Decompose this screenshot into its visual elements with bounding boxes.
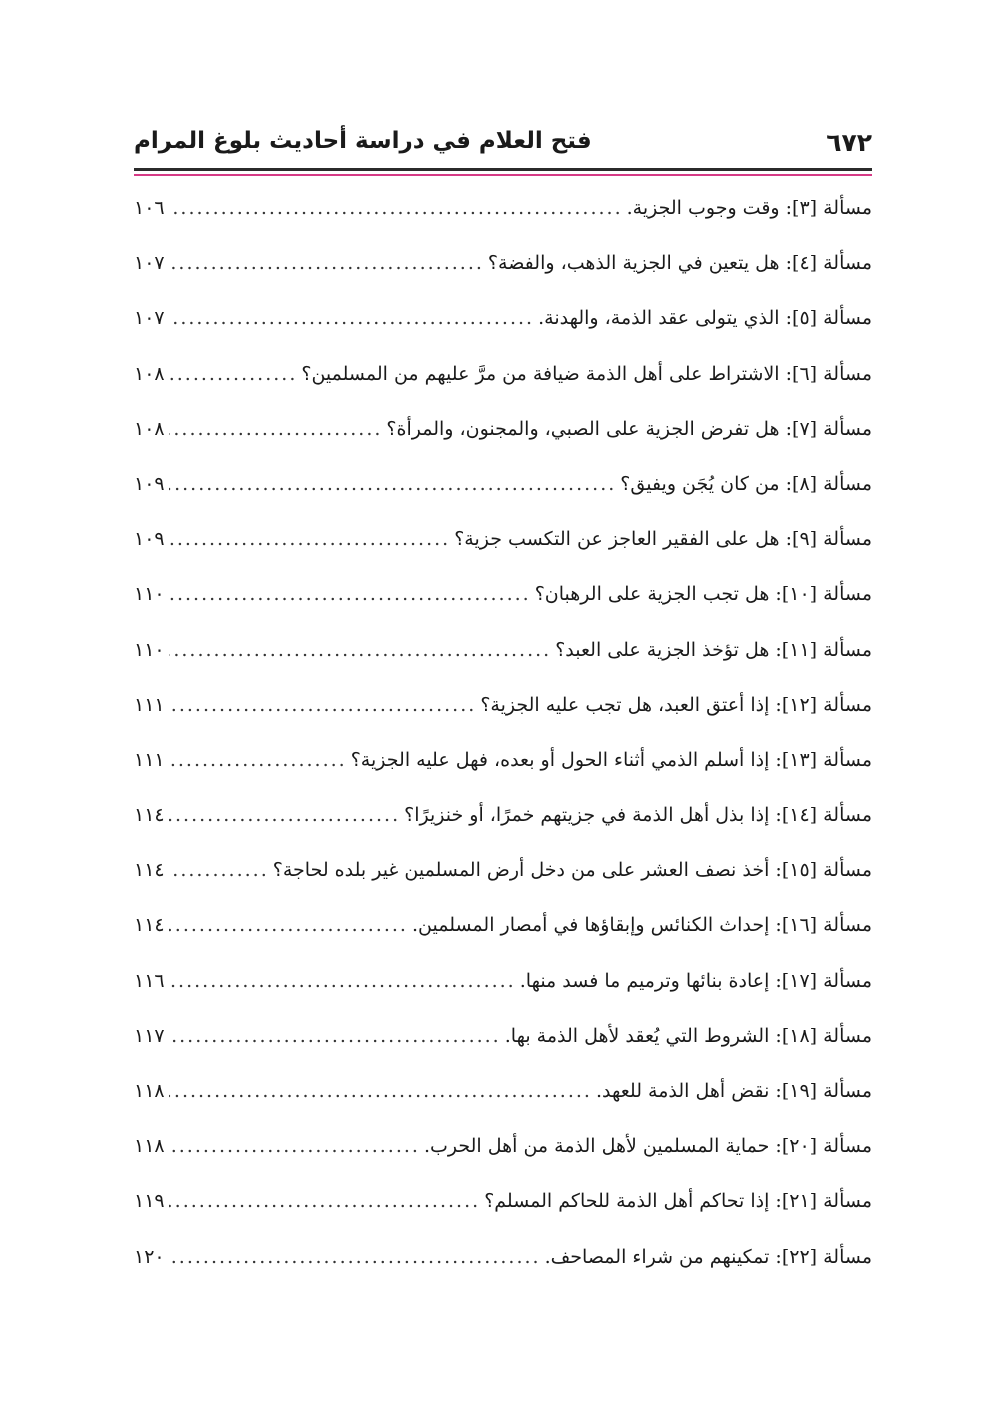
dot-leader <box>169 1018 501 1054</box>
toc-entry-title: مسألة [٥]: الذي يتولى عقد الذمة، والهدنة. <box>538 307 872 330</box>
toc-entry <box>134 245 872 300</box>
toc-entry-page: ١٢٠ <box>134 1245 165 1268</box>
dot-leader <box>169 576 531 612</box>
page-number: ٦٧٢ <box>826 128 872 157</box>
toc-entry-page: ١٠٩ <box>134 472 165 495</box>
toc-entry-page: ١١٩ <box>134 1190 165 1213</box>
toc-entry-page: ١١٤ <box>134 859 165 882</box>
toc-entry-page: ١٠٧ <box>134 252 165 275</box>
toc-entry-title: مسألة [٨]: من كان يُجَن ويفيق؟ <box>620 472 872 495</box>
dot-leader <box>169 190 623 226</box>
toc-entry-title: مسألة [١٥]: أخذ نصف العشر على من دخل أرض المسلمين غير بلده لحاجة؟ <box>272 859 872 882</box>
dot-leader <box>169 245 484 281</box>
toc-entry <box>134 466 872 521</box>
toc-entry-page: ١١٤ <box>134 914 165 937</box>
table-of-contents <box>134 190 872 1294</box>
toc-entry-title: مسألة [١٦]: إحداث الكنائس وإبقاؤها في أمصار المسلمين. <box>411 914 872 937</box>
toc-entry-title: مسألة [٤]: هل يتعين في الجزية الذهب، والفضة؟ <box>487 252 872 275</box>
toc-entry-page: ١١٨ <box>134 1080 165 1102</box>
toc-entry-page: ١١٦ <box>134 969 165 992</box>
toc-entry-page: ١١١ <box>134 748 165 771</box>
dot-leader <box>169 632 552 668</box>
toc-entry-title: مسألة [١٩]: نقض أهل الذمة للعهد. <box>595 1080 872 1102</box>
toc-entry-title: مسألة [١٧]: إعادة بنائها وترميم ما فسد منها. <box>519 969 872 992</box>
toc-entry-page: ١٠٨ <box>134 417 165 440</box>
toc-entry-title: مسألة [٢٢]: تمكينهم من شراء المصاحف. <box>544 1245 872 1268</box>
toc-entry <box>134 742 872 797</box>
page-header <box>134 128 872 164</box>
toc-entry <box>134 1239 872 1294</box>
dot-leader <box>169 797 401 833</box>
toc-entry <box>134 1128 872 1183</box>
toc-entry-title: مسألة [٣]: وقت وجوب الجزية. <box>626 197 872 219</box>
book-title: فتح العلام في دراسة أحاديث بلوغ المرام <box>134 128 592 154</box>
toc-entry <box>134 907 872 962</box>
toc-entry <box>134 190 872 245</box>
toc-entry <box>134 852 872 907</box>
dot-leader <box>169 300 534 336</box>
dot-leader <box>169 466 617 502</box>
toc-entry-title: مسألة [١٠]: هل تجب الجزية على الرهبان؟ <box>534 583 872 606</box>
toc-entry-page: ١١٠ <box>134 583 165 606</box>
header-rule-dark <box>134 168 872 171</box>
toc-entry-page: ١٠٧ <box>134 307 165 330</box>
toc-entry <box>134 576 872 631</box>
toc-entry <box>134 411 872 466</box>
dot-leader <box>169 852 269 888</box>
dot-leader <box>169 1183 481 1219</box>
toc-entry-page: ١٠٩ <box>134 528 165 551</box>
toc-entry-title: مسألة [٦]: الاشتراط على أهل الذمة ضيافة من مرَّ عليهم من المسلمين؟ <box>301 362 872 385</box>
toc-entry-title: مسألة [١١]: هل تؤخذ الجزية على العبد؟ <box>555 638 872 661</box>
dot-leader <box>169 963 516 999</box>
dot-leader <box>169 687 477 723</box>
dot-leader <box>169 411 383 447</box>
toc-entry-title: مسألة [١٤]: إذا بذل أهل الذمة في جزيتهم خمرًا، أو خنزيرًا؟ <box>404 804 872 827</box>
toc-entry-title: مسألة [٢١]: إذا تحاكم أهل الذمة للحاكم المسلم؟ <box>484 1190 872 1213</box>
toc-entry-page: ١١٨ <box>134 1135 165 1158</box>
dot-leader <box>169 521 451 557</box>
dot-leader <box>169 1073 592 1109</box>
toc-entry <box>134 797 872 852</box>
toc-entry-title: مسألة [١٣]: إذا أسلم الذمي أثناء الحول أو بعده، فهل عليه الجزية؟ <box>350 748 872 771</box>
header-rule-pink <box>134 174 872 176</box>
toc-entry-title: مسألة [٢٠]: حماية المسلمين لأهل الذمة من أهل الحرب. <box>423 1135 872 1158</box>
toc-entry <box>134 1018 872 1073</box>
toc-entry-title: مسألة [٧]: هل تفرض الجزية على الصبي، والمجنون، والمرأة؟ <box>386 417 872 440</box>
toc-entry <box>134 356 872 411</box>
toc-entry-page: ١١٤ <box>134 804 165 827</box>
toc-entry-title: مسألة [١٢]: إذا أعتق العبد، هل تجب عليه الجزية؟ <box>480 693 872 716</box>
toc-entry-page: ١١٠ <box>134 638 165 661</box>
toc-entry-page: ١١١ <box>134 693 165 716</box>
dot-leader <box>169 907 408 943</box>
toc-entry <box>134 687 872 742</box>
dot-leader <box>169 356 298 392</box>
dot-leader <box>169 1128 420 1164</box>
toc-entry-page: ١٠٨ <box>134 362 165 385</box>
toc-entry <box>134 1073 872 1128</box>
toc-entry-page: ١٠٦ <box>134 197 165 219</box>
toc-entry-page: ١١٧ <box>134 1024 165 1047</box>
toc-entry-title: مسألة [٩]: هل على الفقير العاجز عن التكسب جزية؟ <box>454 528 872 551</box>
toc-entry <box>134 1183 872 1238</box>
toc-entry <box>134 300 872 355</box>
toc-entry <box>134 632 872 687</box>
toc-entry <box>134 521 872 576</box>
dot-leader <box>169 742 347 778</box>
dot-leader <box>169 1239 541 1275</box>
toc-entry-title: مسألة [١٨]: الشروط التي يُعقد لأهل الذمة بها. <box>504 1024 872 1047</box>
toc-entry <box>134 963 872 1018</box>
